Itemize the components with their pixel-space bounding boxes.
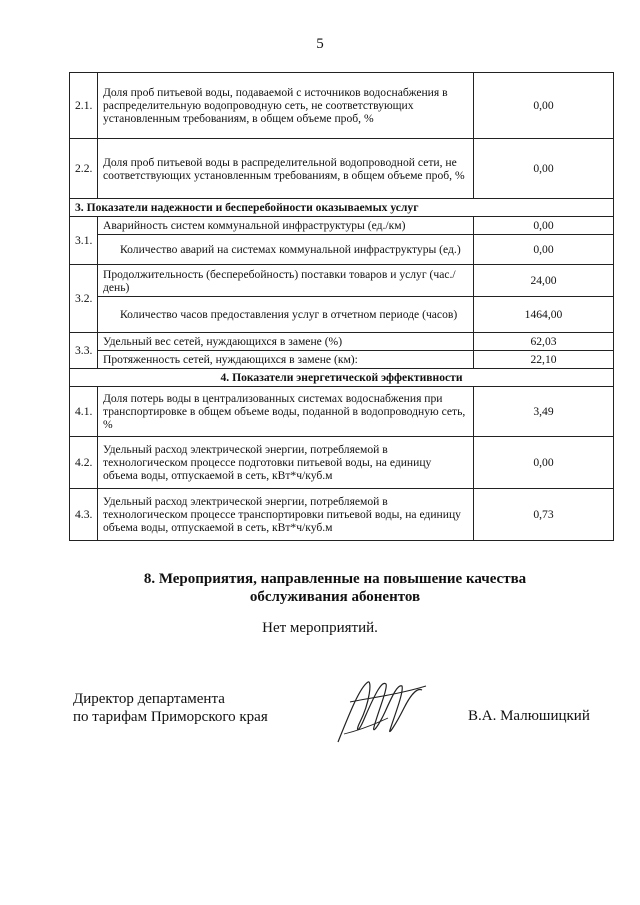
row-number: 4.1.: [70, 387, 98, 437]
table-row: [70, 437, 614, 489]
row-label: Аварийность систем коммунальной инфраструктуры (ед./км): [98, 217, 474, 235]
row-label: Доля проб питьевой воды в распределительной водопроводной сети, не соответствующих установленным требованиям, в общем объеме проб, %: [98, 139, 474, 199]
table-row: [70, 333, 614, 351]
table-row: [70, 387, 614, 437]
row-label: Удельный вес сетей, нуждающихся в замене (%): [98, 333, 474, 351]
row-value: 24,00: [474, 265, 614, 297]
row-label: Количество аварий на системах коммунальной инфраструктуры (ед.): [98, 235, 474, 265]
row-label: Количество часов предоставления услуг в отчетном периоде (часов): [98, 297, 474, 333]
signature-image: [330, 672, 430, 752]
table-row: [70, 73, 614, 139]
row-value: 3,49: [474, 387, 614, 437]
signer-name: В.А. Малюшицкий: [468, 708, 590, 724]
row-number: 3.3.: [70, 333, 98, 369]
row-value: 0,00: [474, 235, 614, 265]
row-number: 4.2.: [70, 437, 98, 489]
row-label: Удельный расход электрической энергии, потребляемой в технологическом процессе подготовки питьевой воды, на единицу объема воды, отпускаемой в сеть, кВт*ч/куб.м: [98, 437, 474, 489]
indicators-table: [69, 72, 614, 541]
row-value: 0,00: [474, 437, 614, 489]
section4-title: 4. Показатели энергетической эффективности: [70, 369, 614, 387]
row-number: 4.3.: [70, 489, 98, 541]
table-row: [70, 139, 614, 199]
row-label: Протяженность сетей, нуждающихся в замене (км):: [98, 351, 474, 369]
row-label: Доля потерь воды в централизованных системах водоснабжения при транспортировке в общем объеме воды, поданной в водопроводную сеть, %: [98, 387, 474, 437]
row-number: 3.2.: [70, 265, 98, 333]
row-value: 22,10: [474, 351, 614, 369]
no-actions-text: Нет мероприятий.: [262, 620, 378, 636]
section-header: [70, 369, 614, 387]
row-value: 1464,00: [474, 297, 614, 333]
director-line-1: Директор департамента: [73, 691, 225, 707]
row-value: 0,00: [474, 73, 614, 139]
row-value: 62,03: [474, 333, 614, 351]
table-row: [70, 489, 614, 541]
row-number: 2.1.: [70, 73, 98, 139]
table-row: [70, 217, 614, 235]
section3-title: 3. Показатели надежности и бесперебойности оказываемых услуг: [70, 199, 614, 217]
section-header: [70, 199, 614, 217]
table-row: [70, 235, 614, 265]
row-number: 2.2.: [70, 139, 98, 199]
director-line-2: по тарифам Приморского края: [73, 709, 268, 725]
director-title: [73, 690, 268, 726]
row-label: Доля проб питьевой воды, подаваемой с источников водоснабжения в распределительную водопроводную сеть, не соответствующих установленным требованиям, в общем объеме проб, %: [98, 73, 474, 139]
row-value: 0,00: [474, 217, 614, 235]
table-row: [70, 351, 614, 369]
table-row: [70, 297, 614, 333]
row-label: Удельный расход электрической энергии, потребляемой в технологическом процессе транспортировки питьевой воды, на единицу объема воды, отпускаемой в сеть, кВт*ч/куб.м: [98, 489, 474, 541]
table-row: [70, 265, 614, 297]
page-number: 5: [316, 36, 324, 52]
section8-heading: 8. Мероприятия, направленные на повышение качества обслуживания абонентов: [143, 571, 527, 605]
row-number: 3.1.: [70, 217, 98, 265]
row-value: 0,73: [474, 489, 614, 541]
row-label: Продолжительность (бесперебойность) поставки товаров и услуг (час./день): [98, 265, 474, 297]
row-value: 0,00: [474, 139, 614, 199]
